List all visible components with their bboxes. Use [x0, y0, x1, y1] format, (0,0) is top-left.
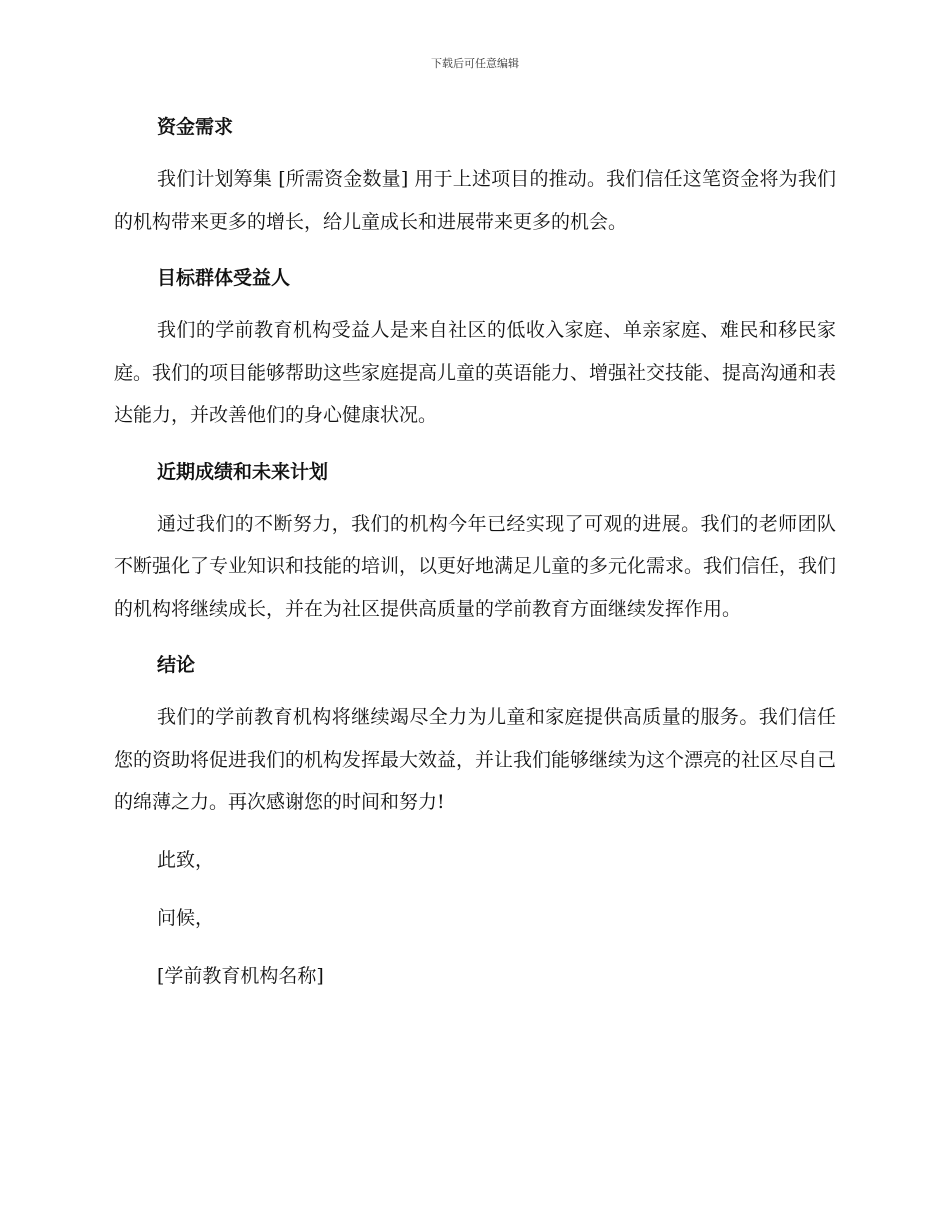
- section-heading-conclusion: 结论: [157, 654, 196, 676]
- closing-signature: [学前教育机构名称]: [157, 964, 324, 987]
- section-body-funding: 我们计划筹集 [所需资金数量] 用于上述项目的推动。我们信任这笔资金将为我们的机构带来更多的增长，给儿童成长和进展带来更多的机会。: [114, 168, 836, 233]
- section-heading-achievements: 近期成绩和未来计划: [157, 460, 329, 483]
- section-body-achievements: 通过我们的不断努力，我们的机构今年已经实现了可观的进展。我们的老师团队不断强化了专业知识和技能的培训，以更好地满足儿童的多元化需求。我们信任，我们的机构将继续成长，并在为社区提供高质量的学前教育方面继续发挥作用。: [114, 512, 837, 620]
- closing-regards: 问候，: [157, 906, 215, 929]
- document-body: [114, 110, 836, 998]
- section-body-beneficiaries: 我们的学前教育机构受益人是来自社区的低收入家庭、单亲家庭、难民和移民家庭。我们的项目能够帮助这些家庭提高儿童的英语能力、增强社交技能、提高沟通和表达能力，并改善他们的身心健康状况。: [114, 319, 837, 426]
- section-heading-funding: 资金需求: [157, 116, 234, 138]
- section-heading-beneficiaries: 目标群体受益人: [157, 267, 291, 289]
- page-header: 下载后可任意编辑: [431, 57, 519, 70]
- section-body-conclusion: 我们的学前教育机构将继续竭尽全力为儿童和家庭提供高质量的服务。我们信任您的资助将促进我们的机构发挥最大效益，并让我们能够继续为这个漂亮的社区尽自己的绵薄之力。再次感谢您的时间和努力!: [114, 706, 837, 813]
- closing-salutation: 此致，: [157, 848, 215, 871]
